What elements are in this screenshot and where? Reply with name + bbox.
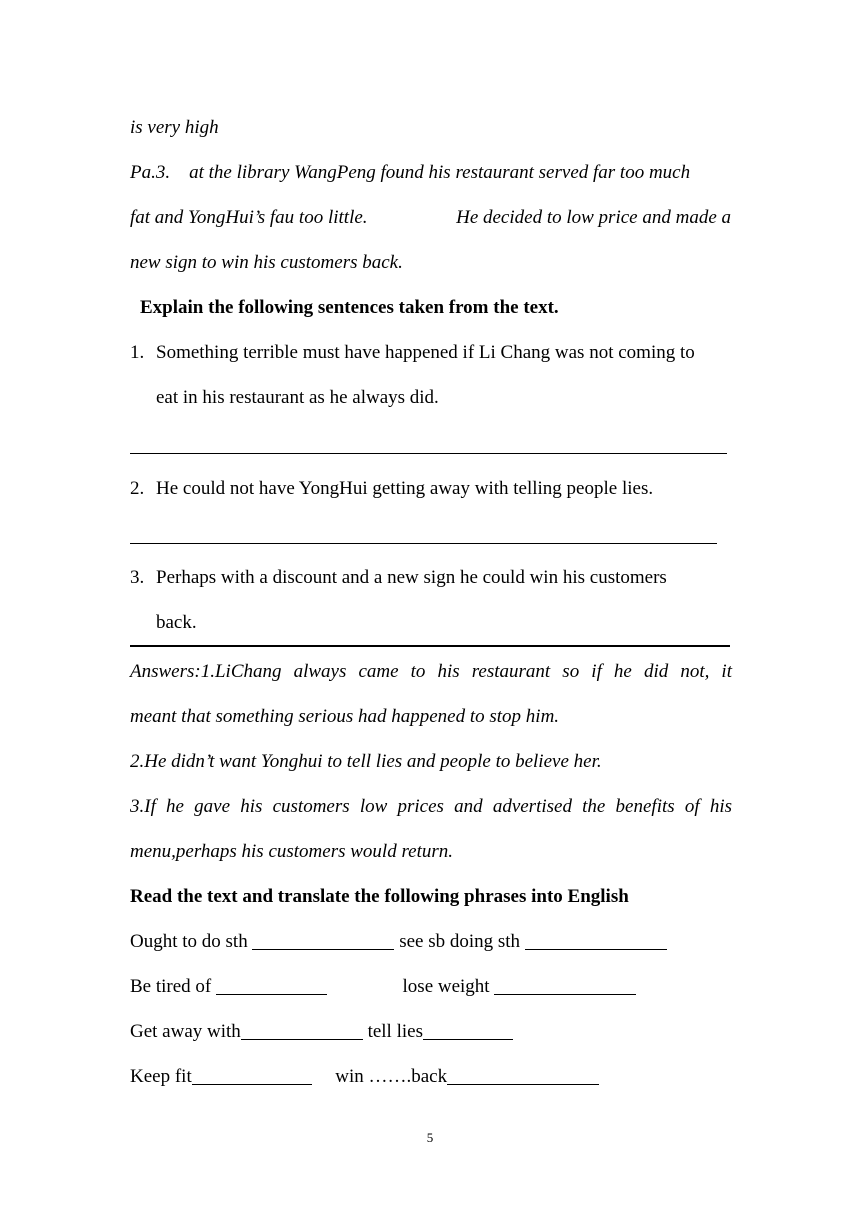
translate-heading: Read the text and translate the following phrases into English (130, 886, 629, 907)
page-number: 5 (426, 1130, 434, 1145)
section-divider (130, 645, 730, 647)
item-2-number: 2. (130, 478, 145, 499)
translate-row-2 (130, 975, 636, 999)
item-1-answer-line[interactable] (130, 453, 727, 454)
item-3-line-1: Perhaps with a discount and a new sign he could win his customers (156, 567, 667, 588)
pa3-line-2-part-a: fat and YongHui’s fau too little. (130, 207, 368, 228)
item-1-line-2: eat in his restaurant as he always did. (156, 387, 439, 408)
phrase-lose-weight-blank[interactable] (494, 976, 636, 995)
translate-row-4 (130, 1065, 599, 1089)
explain-heading: Explain the following sentences taken from the text. (140, 297, 559, 318)
pa3-line-1: Pa.3. at the library WangPeng found his restaurant served far too much (130, 162, 691, 183)
phrase-be-tired-of: Be tired of (130, 976, 212, 997)
phrase-keep-fit-blank[interactable] (192, 1066, 312, 1085)
translate-row-3 (130, 1020, 513, 1044)
item-1-line-1: Something terrible must have happened if Li Chang was not coming to (156, 342, 695, 363)
answers-line-3: 2.He didn’t want Yonghui to tell lies and people to believe her. (130, 751, 602, 772)
phrase-lose-weight: lose weight (402, 976, 490, 997)
phrase-keep-fit: Keep fit (130, 1066, 192, 1087)
item-1-number: 1. (130, 342, 145, 363)
translate-row-1 (130, 930, 667, 954)
intro-line: is very high (130, 117, 219, 138)
phrase-ought-to: Ought to do sth (130, 931, 248, 952)
phrase-be-tired-of-blank[interactable] (216, 976, 327, 995)
phrase-see-sb-doing: see sb doing sth (399, 931, 521, 952)
item-3-line-2: back. (156, 612, 197, 633)
phrase-get-away-with: Get away with (130, 1021, 241, 1042)
answers-line-2: meant that something serious had happened to stop him. (130, 706, 560, 727)
phrase-tell-lies: tell lies (367, 1021, 423, 1042)
answers-line-4: 3.If he gave his customers low prices and advertised the benefits of his (130, 796, 732, 817)
item-3-number: 3. (130, 567, 145, 588)
pa3-line-3: new sign to win his customers back. (130, 252, 403, 273)
phrase-see-sb-doing-blank[interactable] (525, 931, 667, 950)
phrase-win-back: win …….back (335, 1066, 448, 1087)
item-2-line-1: He could not have YongHui getting away with telling people lies. (156, 478, 654, 499)
pa3-line-2-part-b: He decided to low price and made a (456, 207, 731, 228)
item-2-answer-line[interactable] (130, 543, 717, 544)
phrase-win-back-blank[interactable] (447, 1066, 599, 1085)
phrase-get-away-with-blank[interactable] (241, 1021, 363, 1040)
answers-line-1: Answers:1.LiChang always came to his restaurant so if he did not, it (130, 661, 732, 682)
answers-line-5: menu,perhaps his customers would return. (130, 841, 453, 862)
phrase-tell-lies-blank[interactable] (423, 1021, 513, 1040)
phrase-ought-to-blank[interactable] (252, 931, 394, 950)
pa3-line-2 (130, 206, 731, 230)
